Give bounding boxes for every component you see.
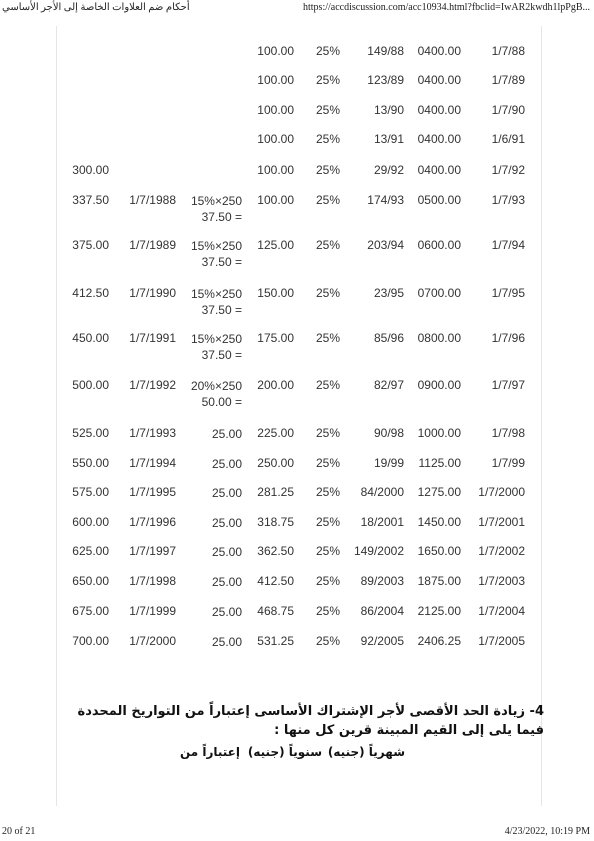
cell-b: 1/7/1990 — [129, 286, 176, 300]
cell-f: 89/2003 — [360, 574, 404, 588]
page-header-title: أحكام ضم العلاوات الخاصة إلى الأجر الأساسي — [2, 2, 190, 13]
cell-c-line1: 20%×250 — [190, 379, 242, 393]
cell-c-line1: 25.00 — [211, 516, 242, 530]
cell-d: 250.00 — [257, 456, 294, 470]
cell-f: 23/95 — [373, 286, 404, 300]
page-header-url: https://accdiscussion.com/acc10934.html?fbclid=IwAR2kwdh1lpPgB... — [303, 2, 590, 13]
cell-h: 1/7/92 — [491, 163, 525, 177]
cell-e: 25% — [315, 132, 340, 146]
table-row — [0, 544, 594, 576]
cell-c-line1: 25.00 — [211, 575, 242, 589]
cell-e: 25% — [315, 544, 340, 558]
cell-a: 600.00 — [72, 515, 109, 529]
cell-e: 25% — [315, 604, 340, 618]
cell-a: 500.00 — [72, 378, 109, 392]
cell-g: 1875.00 — [417, 574, 461, 588]
cell-f: 18/2001 — [360, 515, 404, 529]
cell-h: 1/7/88 — [491, 44, 525, 58]
cell-b: 1/7/1991 — [129, 331, 176, 345]
cell-c-line1: 15%×250 — [190, 194, 242, 208]
cell-h: 1/7/98 — [491, 426, 525, 440]
table-row — [0, 485, 594, 517]
table-row — [0, 426, 594, 458]
cell-f: 203/94 — [367, 238, 404, 252]
cell-c — [191, 286, 242, 318]
cell-b: 1/7/1993 — [129, 426, 176, 440]
table-row — [0, 331, 594, 363]
cell-c-line2: 37.50 = — [201, 303, 242, 317]
cell-g: 1275.00 — [417, 485, 461, 499]
cell-f: 82/97 — [373, 378, 404, 392]
table-row — [0, 515, 594, 547]
table-row — [0, 73, 594, 105]
cell-d: 125.00 — [257, 238, 294, 252]
cell-a: 337.50 — [72, 193, 109, 207]
table-row — [0, 132, 594, 164]
cell-e: 25% — [315, 426, 340, 440]
cell-f: 85/96 — [373, 331, 404, 345]
cell-c-line1: 15%×250 — [190, 239, 242, 253]
cell-e: 25% — [315, 286, 340, 300]
table-row — [0, 103, 594, 135]
cell-d: 200.00 — [257, 378, 294, 392]
cell-c — [212, 456, 242, 472]
cell-b: 1/7/1995 — [129, 485, 176, 499]
cell-f: 29/92 — [373, 163, 404, 177]
table-row — [0, 193, 594, 225]
cell-c — [212, 574, 242, 590]
cell-c-line1: 15%×250 — [190, 332, 242, 346]
cell-h: 1/6/91 — [491, 132, 525, 146]
cell-g: 0900.00 — [417, 378, 461, 392]
cell-f: 92/2005 — [360, 634, 404, 648]
cell-h: 1/7/2004 — [478, 604, 525, 618]
cell-c-line2: 37.50 = — [201, 210, 242, 224]
cell-f: 123/89 — [367, 73, 404, 87]
cell-c — [212, 515, 242, 531]
cell-g: 0400.00 — [417, 163, 461, 177]
cell-g: 1125.00 — [418, 456, 461, 470]
table-row — [0, 604, 594, 636]
cell-g: 0400.00 — [417, 44, 461, 58]
cell-e: 25% — [315, 574, 340, 588]
cell-b: 1/7/2000 — [129, 634, 176, 648]
cell-g: 0400.00 — [417, 132, 461, 146]
cell-e: 25% — [315, 378, 340, 392]
cell-g: 1650.00 — [417, 544, 461, 558]
cell-f: 13/91 — [373, 132, 404, 146]
cell-c — [191, 193, 242, 225]
table-row — [0, 286, 594, 318]
cell-h: 1/7/2000 — [478, 485, 525, 499]
cell-b: 1/7/1999 — [129, 604, 176, 618]
cell-c — [191, 331, 242, 363]
table-row — [0, 574, 594, 606]
cell-c — [212, 604, 242, 620]
cell-a: 550.00 — [72, 456, 109, 470]
section-title: 4- زيادة الحد الأقصى لأجر الإشتراك الأساسى إعتباراً من التواريخ المحددة فيما يلى إلى القيم المبينة قرين كل منها : — [77, 704, 544, 738]
cell-h: 1/7/97 — [491, 378, 525, 392]
label-effective-from: إعتباراً من — [179, 745, 240, 759]
cell-d: 225.00 — [257, 426, 294, 440]
cell-a: 525.00 — [72, 426, 109, 440]
cell-c — [212, 544, 242, 560]
cell-d: 100.00 — [257, 103, 294, 117]
cell-c-line2: 37.50 = — [201, 255, 242, 269]
cell-e: 25% — [315, 163, 340, 177]
cell-d: 531.25 — [257, 634, 294, 648]
cell-g: 0500.00 — [417, 193, 461, 207]
cell-h: 1/7/90 — [491, 103, 525, 117]
cell-c-line2: 37.50 = — [201, 348, 242, 362]
cell-d: 362.50 — [257, 544, 294, 558]
cell-c-line1: 25.00 — [211, 457, 242, 471]
cell-c-line1: 25.00 — [211, 486, 242, 500]
cell-d: 100.00 — [257, 163, 294, 177]
cell-b: 1/7/1989 — [129, 238, 176, 252]
cell-f: 90/98 — [373, 426, 404, 440]
cell-e: 25% — [315, 485, 340, 499]
table-row — [0, 634, 594, 666]
cell-b: 1/7/1992 — [129, 378, 176, 392]
cell-c-line1: 25.00 — [211, 635, 242, 649]
cell-f: 84/2000 — [360, 485, 404, 499]
cell-g: 2406.25 — [417, 634, 461, 648]
cell-e: 25% — [315, 103, 340, 117]
cell-f: 13/90 — [373, 103, 404, 117]
cell-e: 25% — [315, 193, 340, 207]
cell-h: 1/7/96 — [491, 331, 525, 345]
cell-c-line1: 25.00 — [211, 605, 242, 619]
cell-a: 625.00 — [72, 544, 109, 558]
cell-f: 149/88 — [367, 44, 404, 58]
cell-f: 149/2002 — [353, 544, 404, 558]
cell-f: 86/2004 — [360, 604, 404, 618]
cell-e: 25% — [315, 238, 340, 252]
table-row — [0, 44, 594, 76]
cell-c — [212, 634, 242, 650]
cell-b: 1/7/1988 — [129, 193, 176, 207]
cell-g: 1450.00 — [417, 515, 461, 529]
cell-d: 100.00 — [257, 193, 294, 207]
cell-c — [191, 378, 242, 410]
cell-c — [212, 426, 242, 442]
cell-e: 25% — [315, 73, 340, 87]
cell-d: 175.00 — [257, 331, 294, 345]
label-monthly: شهرياً (جنيه) — [327, 745, 405, 759]
cell-d: 318.75 — [257, 515, 294, 529]
cell-a: 375.00 — [72, 238, 109, 252]
cell-c — [212, 485, 242, 501]
cell-g: 1000.00 — [417, 426, 461, 440]
cell-d: 150.00 — [257, 286, 294, 300]
cell-g: 0800.00 — [417, 331, 461, 345]
cell-e: 25% — [315, 44, 340, 58]
label-annual: سنوياً (جنيه) — [247, 745, 322, 759]
cell-c-line1: 25.00 — [211, 545, 242, 559]
cell-b: 1/7/1998 — [129, 574, 176, 588]
page-number: 20 of 21 — [2, 826, 36, 837]
cell-c-line2: 50.00 = — [201, 395, 242, 409]
cell-f: 174/93 — [367, 193, 404, 207]
cell-a: 450.00 — [72, 331, 109, 345]
print-datetime: 4/23/2022, 10:19 PM — [504, 826, 590, 837]
cell-a: 650.00 — [72, 574, 109, 588]
cell-g: 0400.00 — [417, 103, 461, 117]
cell-d: 468.75 — [257, 604, 294, 618]
cell-h: 1/7/89 — [491, 73, 525, 87]
cell-e: 25% — [315, 634, 340, 648]
cell-d: 412.50 — [257, 574, 294, 588]
cell-b: 1/7/1994 — [129, 456, 176, 470]
cell-h: 1/7/2005 — [478, 634, 525, 648]
cell-h: 1/7/94 — [491, 238, 525, 252]
cell-g: 2125.00 — [417, 604, 461, 618]
cell-h: 1/7/2001 — [478, 515, 525, 529]
cell-b: 1/7/1996 — [129, 515, 176, 529]
cell-h: 1/7/93 — [491, 193, 525, 207]
cell-a: 675.00 — [72, 604, 109, 618]
cell-h: 1/7/2003 — [478, 574, 525, 588]
cell-e: 25% — [315, 515, 340, 529]
cell-h: 1/7/99 — [491, 456, 525, 470]
cell-d: 100.00 — [257, 132, 294, 146]
table-row — [0, 378, 594, 410]
cell-c — [191, 238, 242, 270]
cell-d: 281.25 — [257, 485, 294, 499]
table-row — [0, 163, 594, 195]
cell-g: 0600.00 — [417, 238, 461, 252]
cell-e: 25% — [315, 456, 340, 470]
cell-b: 1/7/1997 — [129, 544, 176, 558]
cell-a: 300.00 — [72, 163, 109, 177]
cell-f: 19/99 — [373, 456, 404, 470]
cell-g: 0400.00 — [417, 73, 461, 87]
table-row — [0, 238, 594, 270]
cell-h: 1/7/95 — [491, 286, 525, 300]
cell-c-line1: 25.00 — [211, 427, 242, 441]
cell-h: 1/7/2002 — [478, 544, 525, 558]
table-row — [0, 456, 594, 488]
cell-a: 412.50 — [72, 286, 109, 300]
cell-g: 0700.00 — [417, 286, 461, 300]
cell-d: 100.00 — [257, 73, 294, 87]
cell-a: 575.00 — [72, 485, 109, 499]
cell-a: 700.00 — [72, 634, 109, 648]
cell-c-line1: 15%×250 — [190, 287, 242, 301]
cell-e: 25% — [315, 331, 340, 345]
cell-d: 100.00 — [257, 44, 294, 58]
